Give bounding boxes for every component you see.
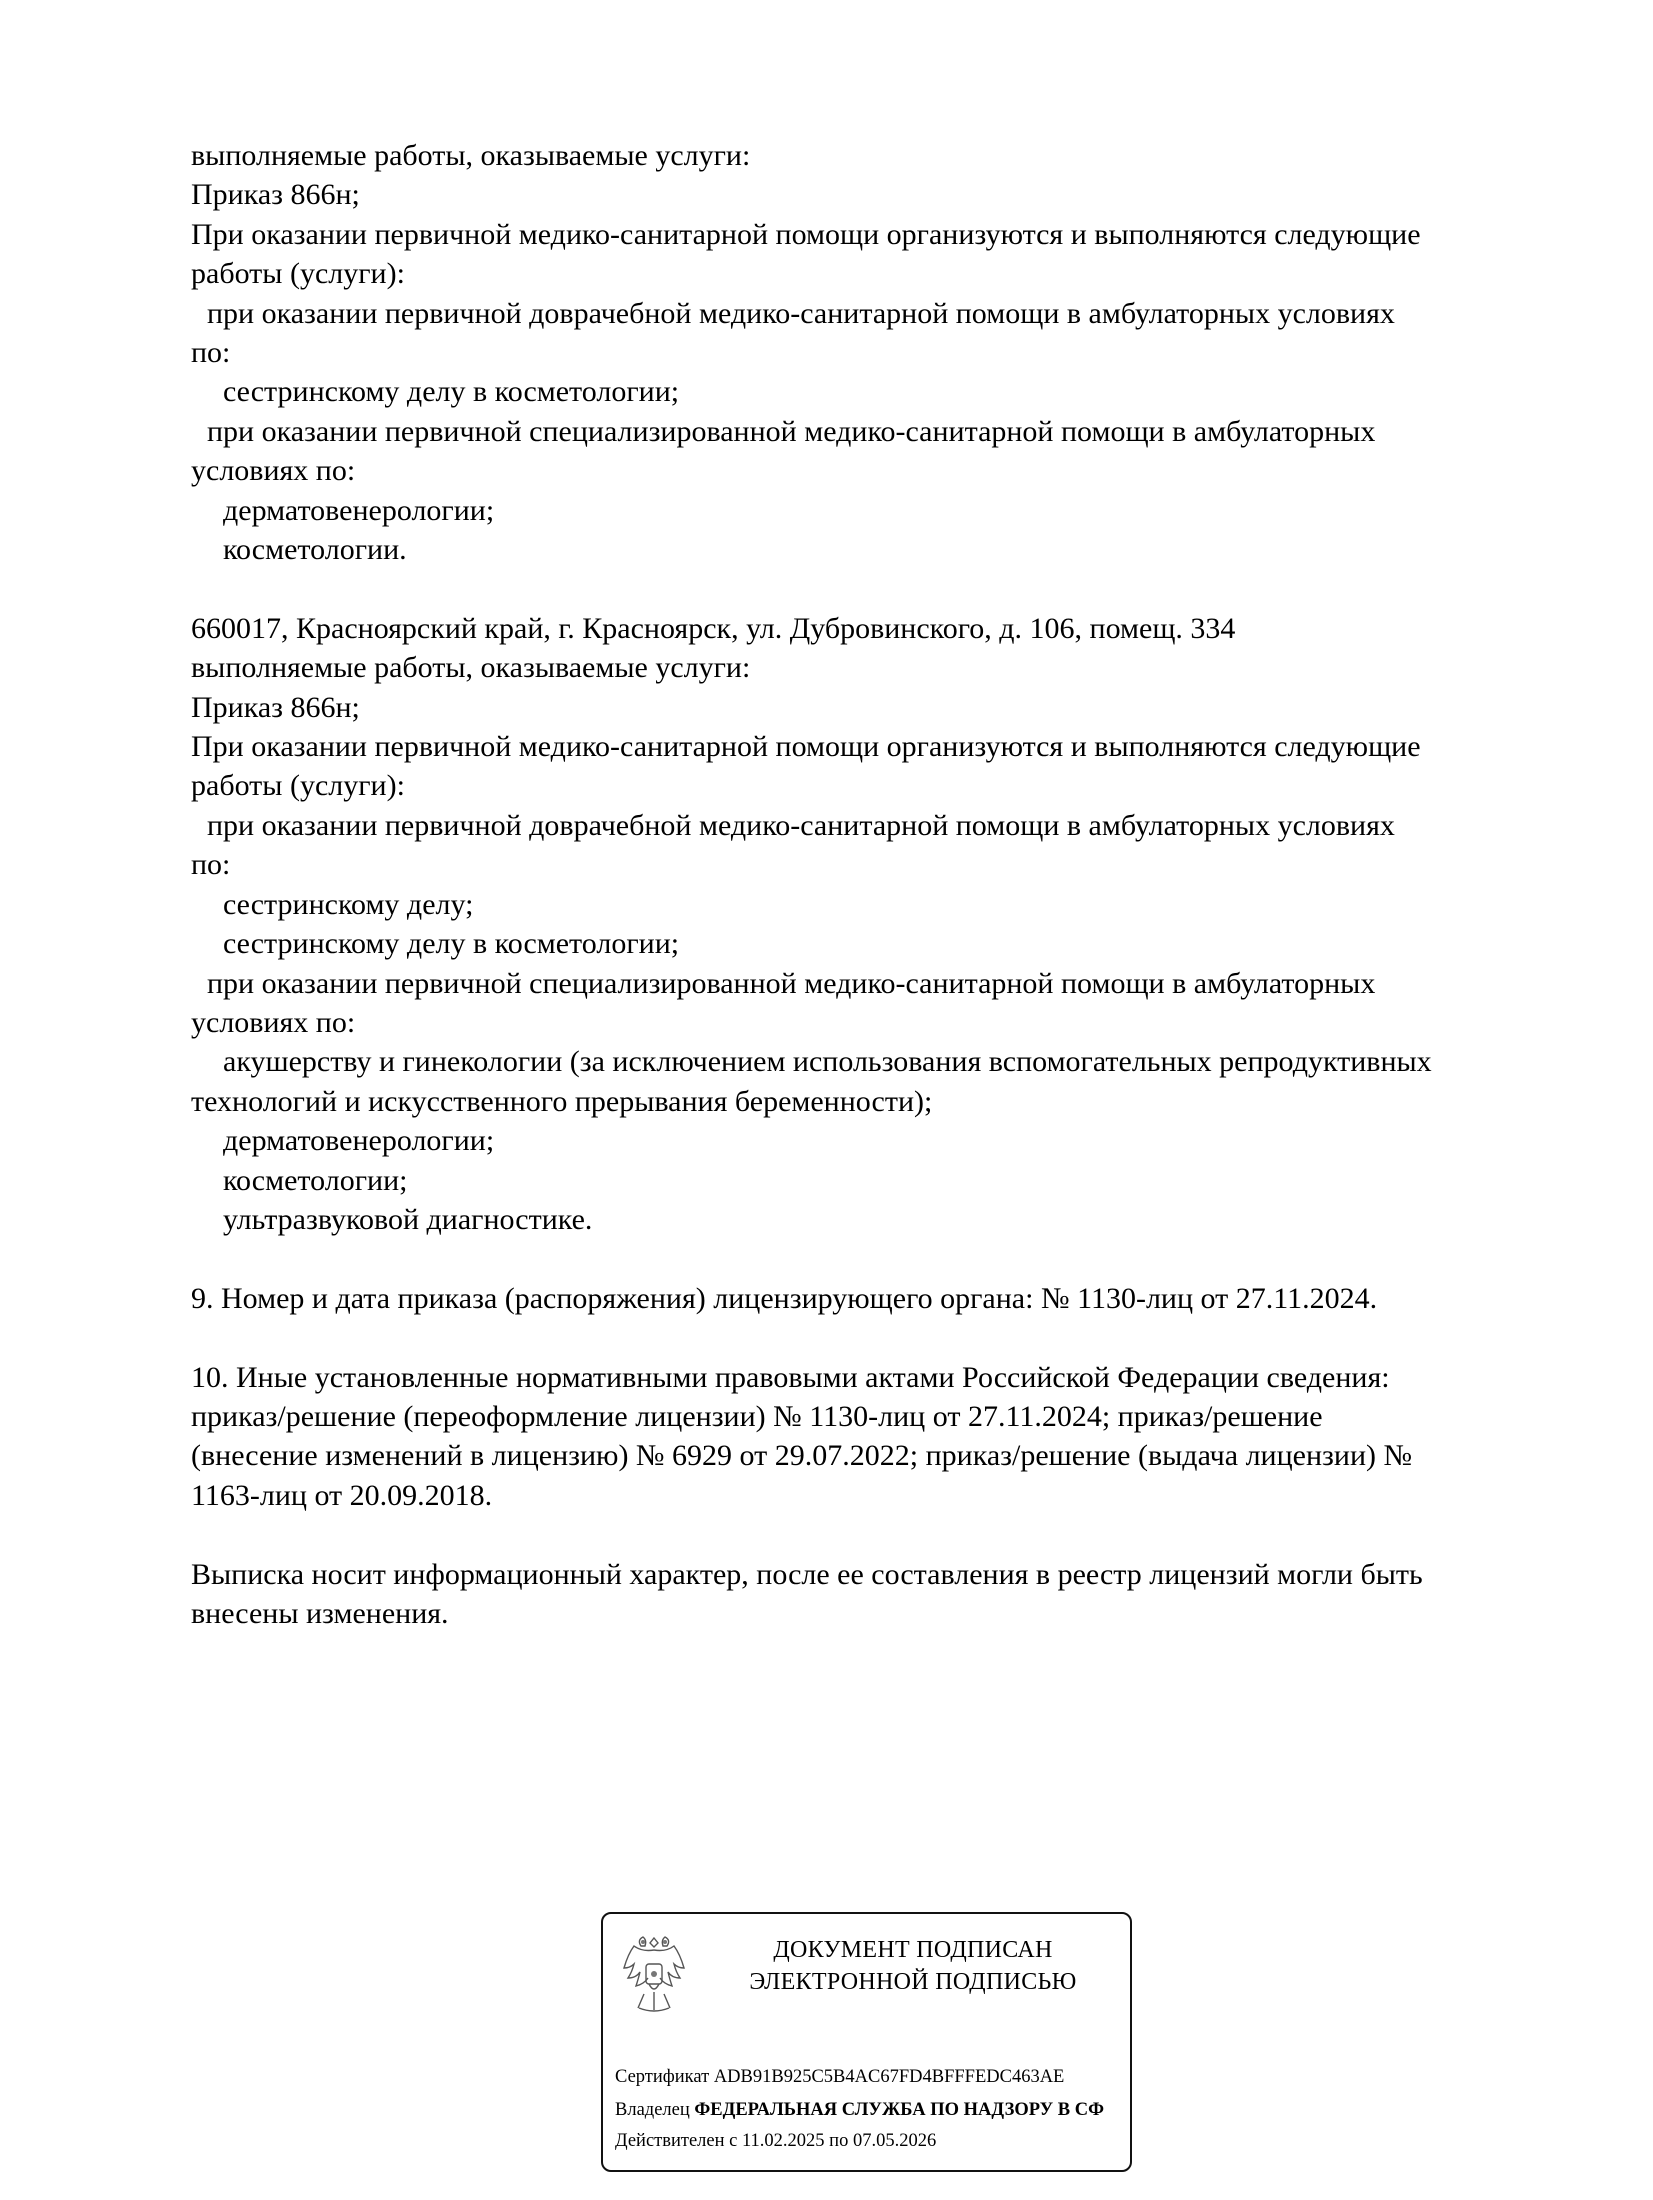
owner-value: ФЕДЕРАЛЬНАЯ СЛУЖБА ПО НАДЗОРУ В СФ <box>694 2100 1104 2120</box>
text-line: Приказ 866н; <box>191 690 360 724</box>
text-line: дерматовенерологии; <box>223 1124 495 1158</box>
text-line: сестринскому делу в косметологии; <box>223 375 680 409</box>
text-line: выполняемые работы, оказываемые услуги: <box>191 139 751 172</box>
text-line: косметологии. <box>223 533 407 567</box>
text-line: при оказании первичной специализированной медико-санитарной помощи в амбулаторных <box>207 966 1376 1000</box>
coat-of-arms-icon <box>619 1932 689 2016</box>
owner-row <box>615 2097 1104 2123</box>
address-line: 660017, Красноярский край, г. Красноярск, ул. Дубровинского, д. 106, помещ. 334 <box>191 611 1236 645</box>
text-line: выполняемые работы, оказываемые услуги: <box>191 651 751 685</box>
text-line: по: <box>191 848 231 882</box>
section-9: 9. Номер и дата приказа (распоряжения) лицензирующего органа: № 1130-лиц от 27.11.2024. <box>191 1281 1378 1315</box>
validity-row: Действителен с 11.02.2025 по 07.05.2026 <box>615 2131 937 2151</box>
text-line: при оказании первичной специализированной медико-санитарной помощи в амбулаторных <box>207 414 1376 448</box>
text-line: при оказании первичной доврачебной медико-санитарной помощи в амбулаторных условиях <box>207 808 1395 842</box>
note-line: внесены изменения. <box>191 1596 449 1630</box>
text-line: дерматовенерологии; <box>223 493 495 527</box>
owner-label: Владелец <box>615 2100 690 2120</box>
text-line: При оказании первичной медико-санитарной помощи организуются и выполняются следующие <box>191 217 1421 251</box>
text-line: При оказании первичной медико-санитарной помощи организуются и выполняются следующие <box>191 730 1421 764</box>
section-10-line: 10. Иные установленные нормативными правовыми актами Российской Федерации сведения: <box>191 1360 1390 1394</box>
text-line: технологий и искусственного прерывания беременности); <box>191 1084 933 1118</box>
text-line: сестринскому делу в косметологии; <box>223 927 680 961</box>
text-line: ультразвуковой диагностике. <box>223 1202 593 1236</box>
paragraph-gap <box>191 1318 1571 1357</box>
text-line: косметологии; <box>223 1163 408 1197</box>
section-10-line: 1163-лиц от 20.09.2018. <box>191 1478 493 1512</box>
electronic-signature-stamp <box>601 1912 1132 2172</box>
certificate-row <box>615 2064 1064 2090</box>
text-line: сестринскому делу; <box>223 887 474 921</box>
section-10-line: (внесение изменений в лицензию) № 6929 от 29.07.2022; приказ/решение (выдача лицензии) № <box>191 1439 1413 1473</box>
document-body <box>191 136 1571 1633</box>
stamp-title-line2: ЭЛЕКТРОННОЙ ПОДПИСЬЮ <box>749 1969 1077 1995</box>
text-line: Приказ 866н; <box>191 178 360 212</box>
note-line: Выписка носит информационный характер, после ее составления в реестр лицензий могли быть <box>191 1557 1423 1591</box>
text-line: при оказании первичной доврачебной медико-санитарной помощи в амбулаторных условиях <box>207 296 1395 330</box>
text-line: условиях по: <box>191 454 356 488</box>
paragraph-gap <box>191 1515 1571 1554</box>
text-line: работы (услуги): <box>191 769 405 803</box>
certificate-label: Сертификат <box>615 2067 710 2087</box>
paragraph-gap <box>191 1239 1571 1278</box>
text-line: условиях по: <box>191 1005 356 1039</box>
certificate-value: ADB91B925C5B4AC67FD4BFFFEDC463AE <box>713 2067 1065 2087</box>
paragraph-gap <box>191 569 1571 608</box>
text-line: по: <box>191 336 231 370</box>
section-10-line: приказ/решение (переоформление лицензии) № 1130-лиц от 27.11.2024; приказ/решение <box>191 1399 1323 1433</box>
text-line: акушерству и гинекологии (за исключением использования вспомогательных репродуктивных <box>223 1045 1432 1079</box>
text-line: работы (услуги): <box>191 257 405 291</box>
stamp-title-line1: ДОКУМЕНТ ПОДПИСАН <box>773 1937 1053 1963</box>
